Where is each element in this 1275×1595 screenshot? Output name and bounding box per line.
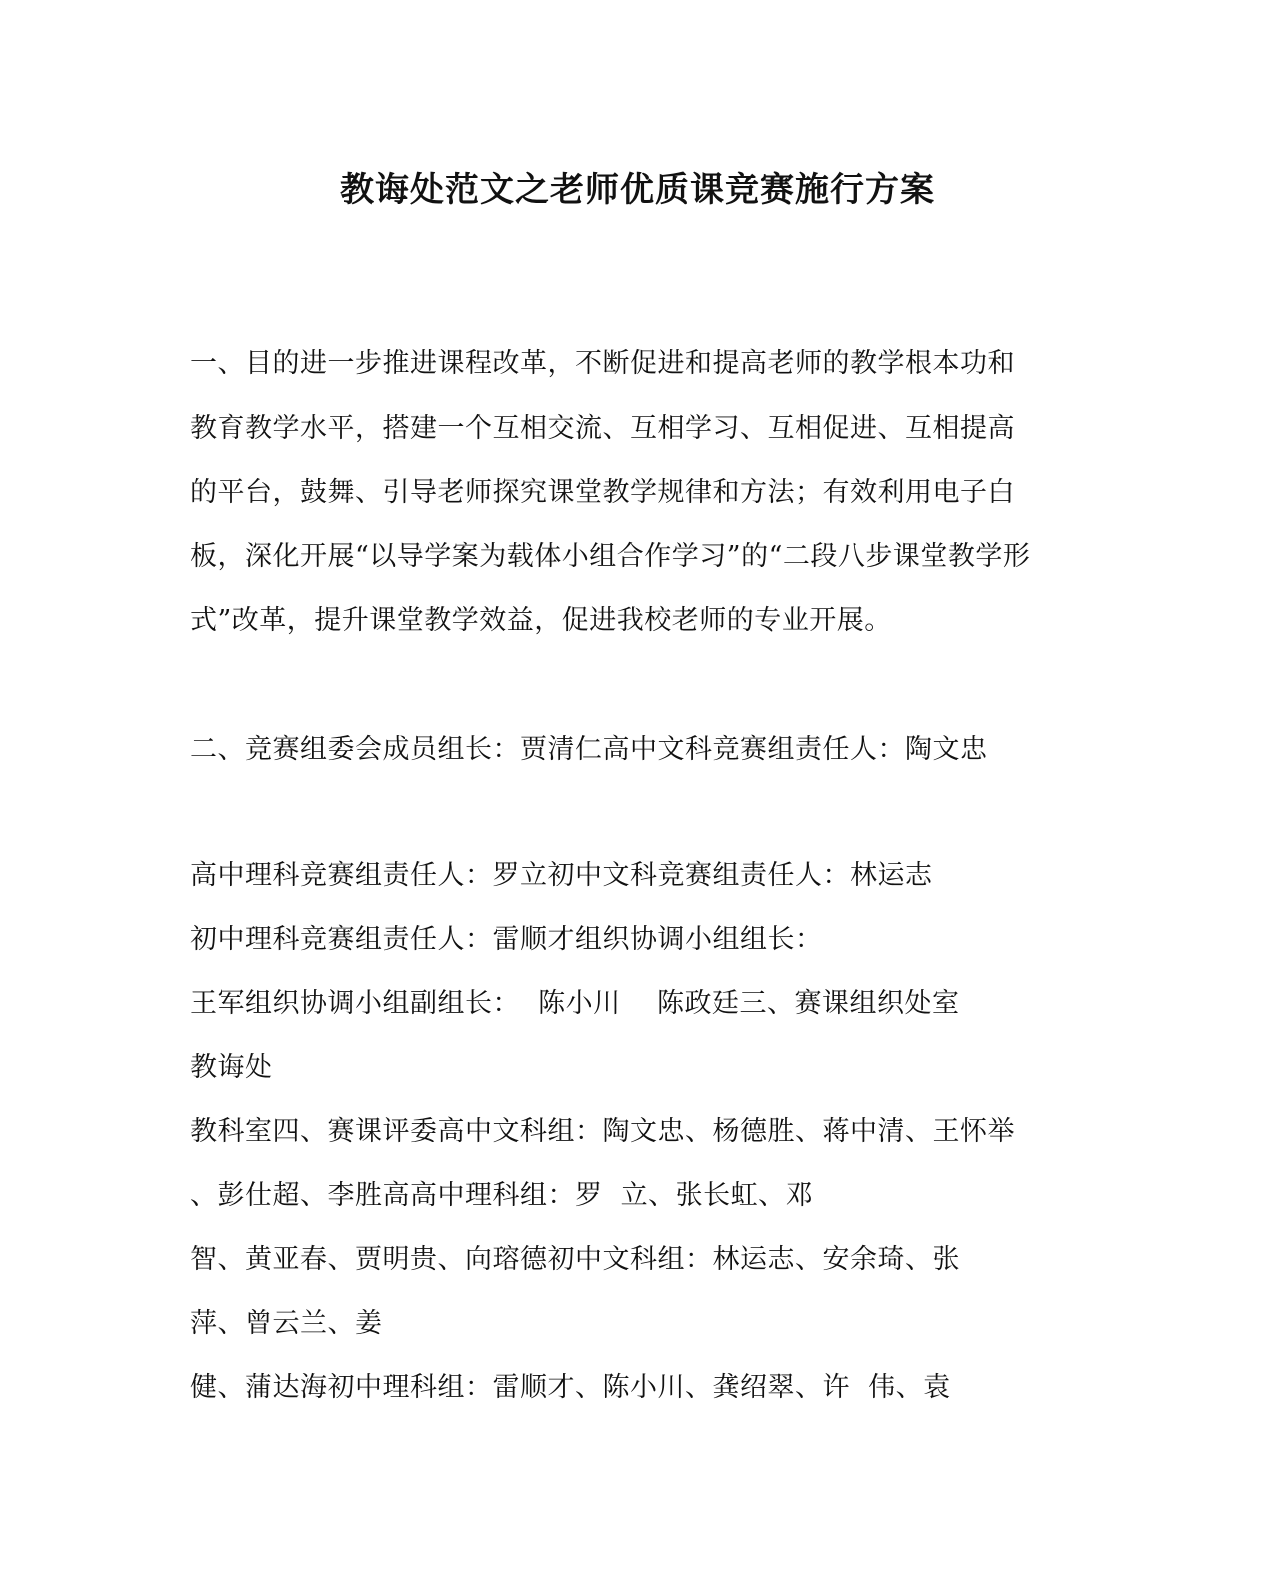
paragraph-line: 萍、曾云兰、姜 [190,1308,383,1339]
paragraph-line: 王军组织协调小组副组长： 陈小川 陈政廷三、赛课组织处室 [190,988,960,1019]
paragraph-line: 板，深化开展“以导学案为载体小组合作学习”的“二段八步课堂教学形 [190,541,1031,572]
paragraph-line: 的平台，鼓舞、引导老师探究课堂教学规律和方法；有效利用电子白 [190,477,1015,508]
paragraph-line: 教科室四、赛课评委高中文科组：陶文忠、杨德胜、蒋中清、王怀举 [190,1116,1015,1147]
paragraph-line: 教诲处 [190,1052,273,1083]
paragraph-line: 初中理科竞赛组责任人：雷顺才组织协调小组组长： [190,924,823,955]
paragraph-line: 式”改革，提升课堂教学效益，促进我校老师的专业开展。 [190,605,892,636]
paragraph-line: 教育教学水平，搭建一个互相交流、互相学习、互相促进、互相提高 [190,413,1015,444]
document-title: 教诲处范文之老师优质课竞赛施行方案 [340,170,935,210]
paragraph-line: 健、蒲达海初中理科组：雷顺才、陈小川、龚绍翠、许 伟、袁 [190,1372,951,1403]
paragraph-line: 二、竞赛组委会成员组长：贾清仁高中文科竞赛组责任人：陶文忠 [190,734,988,765]
paragraph-line: 、彭仕超、李胜高高中理科组：罗 立、张长虹、邓 [190,1180,814,1211]
paragraph-line: 一、目的进一步推进课程改革，不断促进和提高老师的教学根本功和 [190,348,1015,379]
paragraph-line: 智、黄亚春、贾明贵、向瑢德初中文科组：林运志、安余琦、张 [190,1244,960,1275]
paragraph-line: 高中理科竞赛组责任人：罗立初中文科竞赛组责任人：林运志 [190,860,933,891]
